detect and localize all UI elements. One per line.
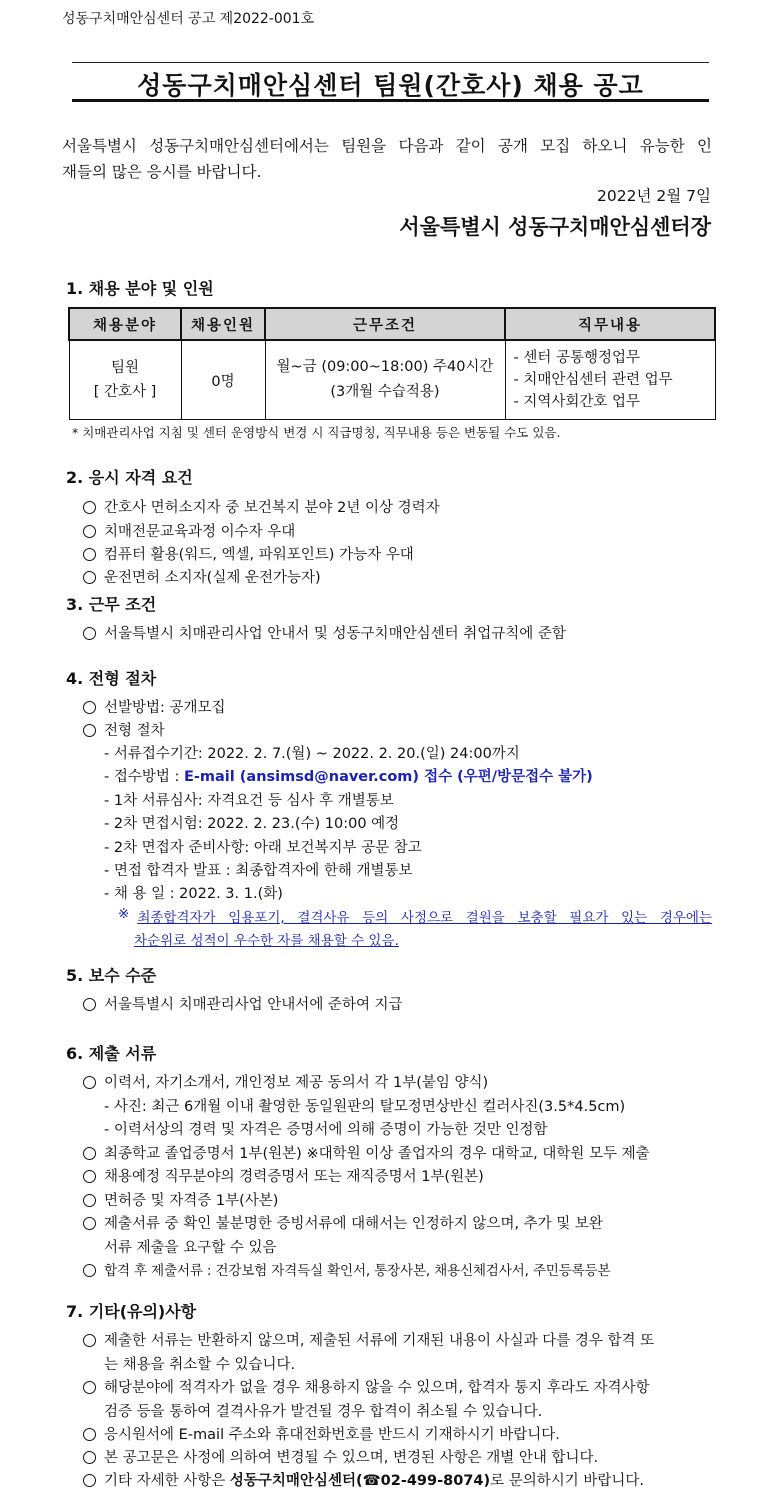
section-3-heading: 3. 근무 조건 (66, 595, 157, 614)
list-item (83, 1212, 603, 1233)
list-item-text: 간호사 면허소지자 중 보건복지 분야 2년 이상 경력자 (104, 500, 440, 516)
step-submit (104, 765, 593, 786)
cell-field (69, 340, 181, 420)
note-line-1: 최종합격자가 임용포기, 결격사유 등의 사정으로 결원을 보충할 필요가 있는 경우에는 (137, 910, 712, 926)
contact-suffix: 로 문의하시기 바랍니다. (490, 1473, 645, 1489)
circle-bullet-icon (83, 525, 96, 538)
circle-bullet-icon (83, 1334, 96, 1347)
sub-item-career: - 이력서상의 경력 및 자격은 증명서에 의해 증명이 가능한 것만 인정함 (104, 1122, 548, 1138)
table-header-conditions: 근무조건 (265, 308, 505, 340)
list-item (83, 1329, 654, 1350)
list-item-continuation: 는 채용을 취소할 수 있습니다. (104, 1357, 296, 1373)
circle-bullet-icon (83, 1194, 96, 1207)
field-name: 팀원 (110, 360, 139, 376)
note-line-2: 차순위로 성적이 우수한 자를 채용할 수 있음. (134, 933, 399, 949)
notice-number: 성동구치매안심센터 공고 제2022-001호 (62, 11, 315, 27)
list-item-text: 본 공고문은 사정에 의하여 변경될 수 있으며, 변경된 사항은 개별 안내 합니다. (104, 1450, 599, 1466)
list-item (83, 1189, 278, 1210)
list-item (83, 1446, 598, 1467)
circle-bullet-icon (83, 548, 96, 561)
contact-center-phone: 성동구치매안심센터(☎02-499-8074) (229, 1473, 491, 1489)
list-item (83, 496, 440, 517)
circle-bullet-icon (83, 724, 96, 737)
circle-bullet-icon (83, 1474, 96, 1487)
circle-bullet-icon (83, 1217, 96, 1230)
list-item (83, 543, 414, 564)
step-result: - 면접 합격자 발표 : 최종합격자에 한해 개별통보 (104, 863, 413, 879)
circle-bullet-icon (83, 1451, 96, 1464)
list-item-text: 운전면허 소지자(실제 운전가능자) (104, 570, 321, 586)
list-item-text: 서울특별시 치매관리사업 안내서 및 성동구치매안심센터 취업규칙에 준함 (104, 626, 566, 642)
list-item (83, 696, 226, 717)
list-item-text: 치매전문교육과정 이수자 우대 (104, 524, 296, 540)
table-header-headcount: 채용인원 (181, 308, 265, 340)
title-rule-bottom (72, 99, 709, 102)
section-2-heading: 2. 응시 자격 요건 (66, 468, 193, 487)
list-item-text: 합격 후 제출서류 : 건강보험 자격득실 확인서, 통장사본, 채용신체검사서, 주민등록등본 (104, 1263, 611, 1279)
section-7-heading: 7. 기타(유의)사항 (66, 1302, 197, 1321)
intro-line-2: 재들의 많은 응시를 바랍니다. (62, 163, 262, 181)
title-rule-top (72, 62, 709, 63)
circle-bullet-icon (83, 627, 96, 640)
list-item (83, 719, 165, 740)
list-item (83, 1165, 484, 1186)
substitute-note (118, 906, 712, 926)
duty-item: - 치매안심센터 관련 업무 (513, 372, 673, 388)
signer: 서울특별시 성동구치매안심센터장 (399, 215, 711, 239)
recruitment-table (68, 307, 716, 420)
list-item (83, 1469, 644, 1490)
cell-conditions (265, 340, 505, 420)
cell-duties (505, 340, 715, 420)
page-title: 성동구치매안심센터 팀원(간호사) 채용 공고 (137, 71, 644, 100)
list-item-text: 제출한 서류는 반환하지 않으며, 제출된 서류에 기재된 내용이 사실과 다를 경우 합격 또 (104, 1333, 655, 1349)
list-item-continuation: 검증 등을 통하여 결격사유가 발견될 경우 합격이 취소될 수 있습니다. (104, 1404, 543, 1420)
circle-bullet-icon (83, 501, 96, 514)
conditions-hours: 월~금 (09:00~18:00) 주40시간 (276, 359, 494, 375)
circle-bullet-icon (83, 1428, 96, 1441)
duty-item: - 센터 공통행정업무 (513, 350, 641, 366)
step-submit-email: E-mail (ansimsd@naver.com) 접수 (우편/방문접수 불가) (183, 769, 593, 785)
list-item (83, 566, 321, 587)
step-submit-label: - 접수방법 : (104, 769, 184, 785)
circle-bullet-icon (83, 1170, 96, 1183)
list-item-text: 채용예정 직무분야의 경력증명서 또는 재직증명서 1부(원본) (104, 1169, 484, 1185)
intro-line-1: 서울특별시 성동구치매안심센터에서는 팀원을 다음과 같이 공개 모집 하오니 유능한 인 (62, 137, 712, 155)
circle-bullet-icon (83, 1264, 96, 1277)
step-second: - 2차 면접시험: 2022. 2. 23.(수) 10:00 예정 (104, 816, 400, 832)
circle-bullet-icon (83, 701, 96, 714)
list-item (83, 993, 403, 1014)
section-5-heading: 5. 보수 수준 (66, 966, 157, 985)
list-item-text: 컴퓨터 활용(워드, 엑셀, 파워포인트) 가능자 우대 (104, 547, 414, 563)
section-4-heading: 4. 전형 절차 (66, 669, 157, 688)
cell-headcount: 0명 (181, 340, 265, 420)
list-item-text: 면허증 및 자격증 1부(사본) (104, 1193, 279, 1209)
list-item (83, 1423, 560, 1444)
list-item (83, 1376, 650, 1397)
list-item-text: 해당분야에 적격자가 없을 경우 채용하지 않을 수 있으며, 합격자 통지 후라도 자격사항 (104, 1380, 650, 1396)
contact-prefix: 기타 자세한 사항은 (104, 1473, 230, 1489)
list-item-continuation: 서류 제출을 요구할 수 있음 (104, 1240, 277, 1256)
step-prep: - 2차 면접자 준비사항: 아래 보건복지부 공문 참고 (104, 840, 422, 856)
section-1-heading: 1. 채용 분야 및 인원 (66, 279, 214, 298)
notice-date: 2022년 2월 7일 (597, 187, 711, 205)
note-mark: ※ (118, 906, 130, 922)
step-start: - 채 용 일 : 2022. 3. 1.(화) (104, 886, 283, 902)
list-item-text: 서울특별시 치매관리사업 안내서에 준하여 지급 (104, 997, 403, 1013)
sub-item-photo: - 사진: 최근 6개월 이내 촬영한 동일원판의 탈모정면상반신 컬러사진(3.5*4.5cm) (104, 1099, 626, 1115)
list-item-text: 이력서, 자기소개서, 개인정보 제공 동의서 각 1부(붙임 양식) (104, 1075, 489, 1091)
list-item (83, 1259, 610, 1279)
table-footnote: * 치매관리사업 지침 및 센터 운영방식 변경 시 직급명칭, 직무내용 등은 변동될 수도 있음. (72, 425, 561, 440)
circle-bullet-icon (83, 1076, 96, 1089)
list-item-text: 선발방법: 공개모집 (104, 700, 226, 716)
step-first: - 1차 서류심사: 자격요건 등 심사 후 개별통보 (104, 793, 394, 809)
table-header-duties: 직무내용 (505, 308, 715, 340)
list-item (83, 520, 295, 541)
step-receipt: - 서류접수기간: 2022. 2. 7.(월) ~ 2022. 2. 20.(일) 24:00까지 (104, 746, 520, 762)
list-item-text: 전형 절차 (104, 723, 165, 739)
list-item-text: 최종학교 졸업증명서 1부(원본) ※대학원 이상 졸업자의 경우 대학교, 대학원 모두 제출 (104, 1146, 650, 1162)
list-item (83, 622, 566, 643)
table-row (69, 340, 715, 420)
circle-bullet-icon (83, 571, 96, 584)
duty-item: - 지역사회간호 업무 (513, 394, 641, 410)
list-item-text: 제출서류 중 확인 불분명한 증빙서류에 대해서는 인정하지 않으며, 추가 및 보완 (104, 1216, 603, 1232)
section-6-heading: 6. 제출 서류 (66, 1044, 157, 1063)
list-item (83, 1142, 650, 1163)
circle-bullet-icon (83, 1381, 96, 1394)
list-item (83, 1071, 488, 1092)
circle-bullet-icon (83, 998, 96, 1011)
circle-bullet-icon (83, 1147, 96, 1160)
conditions-probation: (3개월 수습적용) (330, 384, 440, 400)
table-header-field: 채용분야 (69, 308, 181, 340)
list-item-text: 응시원서에 E-mail 주소와 휴대전화번호를 반드시 기재하시기 바랍니다. (104, 1427, 560, 1443)
field-role: [ 간호사 ] (93, 384, 157, 400)
